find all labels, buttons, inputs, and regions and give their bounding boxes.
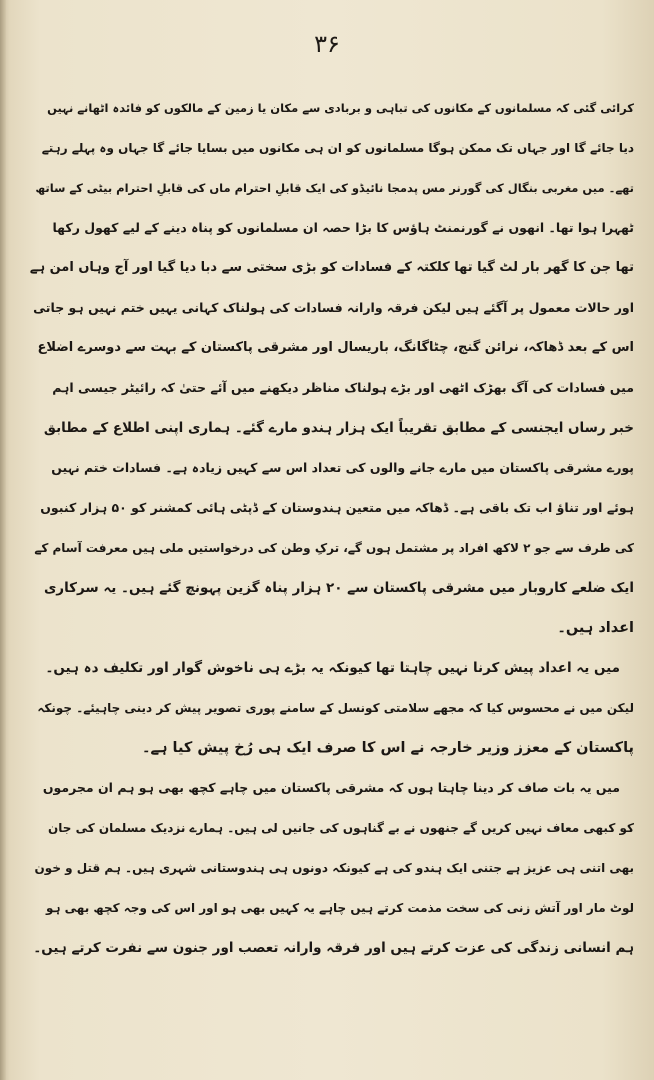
text-line: کی طرف سے جو ۲ لاکھ افراد پر مشتمل ہوں گے، ترکِ وطن کی درخواستیں ملی ہیں معرفت آسام کے (34, 541, 634, 555)
text-line: اس کے بعد ڈھاکہ، نرائن گنج، چٹاگانگ، باریسال اور مشرقی پاکستان کے بہت سے دوسرے اضلاع (37, 340, 634, 355)
text-line: لوٹ مار اور آتش زنی کی سخت مذمت کرتے ہیں چاہے یہ کہیں بھی ہو اور اس کی وجہ کچھ بھی ہو (45, 901, 634, 915)
page-text-body (30, 88, 634, 968)
text-line: پاکستان کے معزز وزیر خارجہ نے اس کا صرف ایک ہی رُخ پیش کیا ہے۔ (141, 740, 634, 756)
text-line: تھا جن کا گھر بار لٹ گیا تھا کلکتہ کے فسادات کو بڑی سختی سے دبا دیا گیا اور آج وہاں امن ہے (30, 260, 634, 275)
text-line: میں یہ بات صاف کر دینا چاہتا ہوں کہ مشرقی پاکستان میں چاہے کچھ بھی ہو ہم ان مجرموں (42, 780, 620, 795)
text-line: تھے۔ میں مغربی بنگال کی گورنر مس پدمجا نائیڈو کی ایک قابلِ احترام ماں کی قابلِ احترام بیٹی کے ساتھ (35, 181, 634, 195)
text-line: دیا جائے گا اور جہاں تک ممکن ہوگا مسلمانوں کو ان ہی مکانوں میں بسایا جائے گا جہاں وہ پہلے رہتے (41, 141, 634, 155)
text-line: لیکن میں نے محسوس کیا کہ مجھے سلامتی کونسل کے سامنے پوری تصویر پیش کر دینی چاہیئے۔ چونکہ (37, 701, 634, 715)
text-line: کو کبھی معاف نہیں کریں گے جنھوں نے بے گناہوں کی جانیں لی ہیں۔ ہمارے نزدیک مسلمان کی جان (48, 821, 634, 835)
text-line: ہوئے اور تناؤ اب تک باقی ہے۔ ڈھاکہ میں متعین ہندوستان کے ڈپٹی ہائی کمشنر کو ۵۰ ہزار کنبوں (40, 500, 634, 515)
text-line: بھی اتنی ہی عزیز ہے جتنی ایک ہندو کی ہے کیونکہ دونوں ہی ہندوستانی شہری ہیں۔ ہم قتل و خون (34, 861, 634, 875)
text-line: اور حالات معمول پر آگئے ہیں لیکن فرقہ وارانہ فسادات کی ہولناک کہانی یہیں ختم نہیں ہو جاتی (33, 300, 634, 315)
text-line: پورے مشرقی پاکستان میں مارے جانے والوں کی تعداد اس سے کہیں زیادہ ہے۔ فسادات ختم نہیں (51, 460, 634, 475)
text-line: کرائی گئی کہ مسلمانوں کے مکانوں کی تباہی و بربادی سے مکان یا زمین کے مالکوں کو فائدہ اٹھانے نہیں (47, 101, 634, 115)
text-line: میں یہ اعداد پیش کرنا نہیں چاہتا تھا کیونکہ یہ بڑے ہی ناخوش گوار اور تکلیف دہ ہیں۔ (45, 660, 620, 676)
text-line: میں فسادات کی آگ بھڑک اٹھی اور بڑے ہولناک مناظر دیکھنے میں آئے حتیٰ کہ رائیٹر جیسی اہم (52, 380, 634, 395)
text-line: اعداد ہیں۔ (557, 620, 634, 636)
page-number: ۳۶ (314, 30, 340, 58)
page-binding-edge (0, 0, 6, 1080)
text-line: ٹھہرا ہوا تھا۔ انھوں نے گورنمنٹ ہاؤس کا بڑا حصہ ان مسلمانوں کو پناہ دینے کے لیے کھول رکھا (52, 220, 634, 235)
text-line: ہم انسانی زندگی کی عزت کرتے ہیں اور فرقہ وارانہ تعصب اور جنون سے نفرت کرتے ہیں۔ (33, 940, 634, 956)
text-line: ایک ضلعے کاروبار میں مشرقی پاکستان سے ۲۰ ہزار پناہ گزین پہونچ گئے ہیں۔ یہ سرکاری (43, 580, 634, 596)
text-line: خبر رساں ایجنسی کے مطابق تقریباً ایک ہزار ہندو مارے گئے۔ ہماری اپنی اطلاع کے مطابق (43, 420, 634, 436)
